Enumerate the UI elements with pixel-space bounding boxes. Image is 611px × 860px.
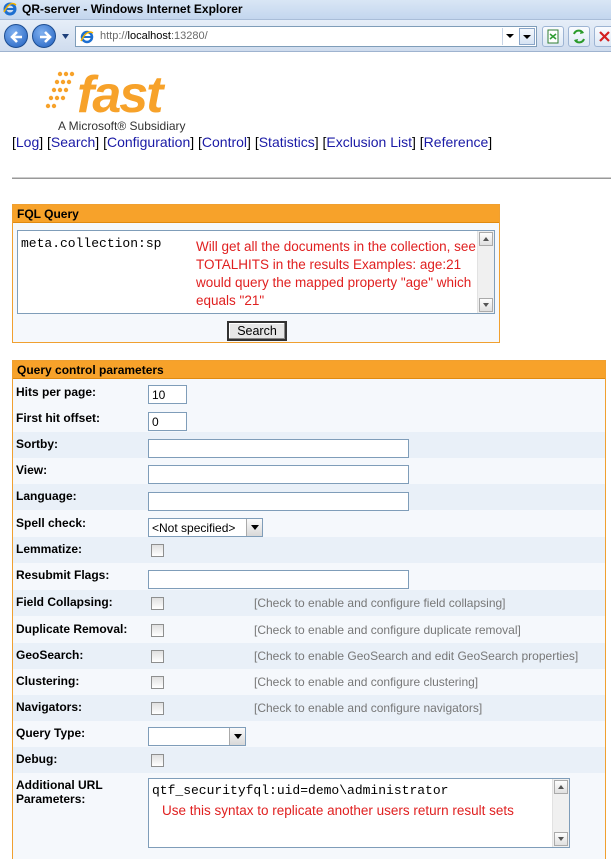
view-input[interactable] xyxy=(148,465,409,484)
fql-query-panel xyxy=(12,204,500,343)
chevron-down-icon[interactable] xyxy=(246,519,262,536)
nav-link-configuration[interactable]: Configuration xyxy=(106,134,191,150)
scroll-up-button[interactable] xyxy=(554,780,568,794)
window-title: QR-server - Windows Internet Explorer xyxy=(22,2,243,16)
row-clustering xyxy=(13,669,605,695)
query-control-header: Query control parameters xyxy=(13,361,605,379)
field-collapsing-checkbox[interactable] xyxy=(151,597,164,610)
resubmit-flags-input[interactable] xyxy=(148,570,409,589)
scroll-down-arrow-icon xyxy=(480,299,492,311)
scroll-up-arrow-icon xyxy=(480,233,492,245)
additional-url-scrollbar[interactable] xyxy=(552,779,569,847)
compatibility-page-icon xyxy=(543,27,563,46)
row-navigators xyxy=(13,695,605,721)
duplicate-removal-label: Duplicate Removal: xyxy=(16,622,128,636)
horizontal-divider xyxy=(12,177,611,179)
ie-logo-icon xyxy=(3,2,17,16)
geosearch-checkbox[interactable] xyxy=(151,650,164,663)
address-url[interactable]: http://localhost:13280/ xyxy=(100,30,208,42)
row-geosearch xyxy=(13,643,605,669)
stop-button[interactable] xyxy=(594,26,611,47)
lemmatize-label: Lemmatize: xyxy=(16,542,83,556)
geosearch-hint: [Check to enable GeoSearch and edit GeoSearch properties] xyxy=(254,649,579,663)
fql-query-textarea[interactable] xyxy=(17,230,495,314)
debug-checkbox[interactable] xyxy=(151,754,164,767)
view-label: View: xyxy=(16,463,48,477)
scroll-down-arrow-icon xyxy=(555,833,567,845)
search-button[interactable]: Search xyxy=(227,321,287,341)
stop-x-icon xyxy=(595,27,611,46)
first-hit-offset-input[interactable]: 0 xyxy=(148,412,187,431)
fql-query-value: meta.collection:sp xyxy=(21,236,162,251)
hits-per-page-input[interactable]: 10 xyxy=(148,385,187,404)
fql-query-header: FQL Query xyxy=(13,205,499,223)
chevron-down-icon xyxy=(520,29,534,44)
fast-wordmark: fast xyxy=(77,66,162,120)
top-navigation: [Log] [Search] [Configuration] [Control] [Statistics] [Exclusion List] [Reference] xyxy=(12,134,493,150)
forward-button[interactable] xyxy=(32,24,56,48)
logo-tagline: A Microsoft® Subsidiary xyxy=(58,119,186,133)
additional-url-annotation: Use this syntax to replicate another users return result sets xyxy=(162,803,514,818)
first-hit-offset-label: First hit offset: xyxy=(16,411,100,425)
fql-scrollbar[interactable] xyxy=(477,231,494,313)
fast-logo xyxy=(45,66,190,132)
nav-link-reference[interactable]: Reference xyxy=(423,134,489,150)
nav-link-search[interactable]: Search xyxy=(50,134,96,150)
geosearch-label: GeoSearch: xyxy=(16,648,84,662)
navigation-bar xyxy=(0,20,611,52)
forward-arrow-icon xyxy=(37,29,53,45)
scroll-down-button[interactable] xyxy=(554,832,568,846)
row-view xyxy=(13,458,605,484)
clustering-hint: [Check to enable and configure clustering] xyxy=(254,675,479,689)
nav-link-control[interactable]: Control xyxy=(201,134,248,150)
chevron-down-icon[interactable] xyxy=(229,728,245,745)
fast-logo-mark xyxy=(45,66,190,120)
sortby-input[interactable] xyxy=(148,439,409,458)
query-control-panel xyxy=(12,360,606,859)
address-bar[interactable] xyxy=(75,26,537,47)
additional-url-label: Additional URL Parameters: xyxy=(16,778,103,806)
row-resubmit-flags xyxy=(13,563,605,589)
scroll-down-button[interactable] xyxy=(479,298,493,312)
query-type-select[interactable] xyxy=(148,727,246,746)
go-button[interactable] xyxy=(519,28,535,45)
chevron-down-icon xyxy=(503,28,517,43)
spell-check-select[interactable] xyxy=(148,518,263,537)
language-input[interactable] xyxy=(148,492,409,511)
additional-url-value: qtf_securityfql:uid=demo\administrator xyxy=(152,783,449,798)
navigators-checkbox[interactable] xyxy=(151,702,164,715)
address-history-dropdown[interactable] xyxy=(502,28,518,45)
scroll-up-button[interactable] xyxy=(479,232,493,246)
clustering-label: Clustering: xyxy=(16,674,80,688)
duplicate-removal-checkbox[interactable] xyxy=(151,624,164,637)
row-field-collapsing xyxy=(13,590,605,616)
spell-check-label: Spell check: xyxy=(16,516,87,530)
additional-url-textarea[interactable] xyxy=(148,778,570,848)
navigators-label: Navigators: xyxy=(16,700,83,714)
spell-check-value: <Not specified> xyxy=(152,521,236,535)
duplicate-removal-hint: [Check to enable and configure duplicate removal] xyxy=(254,623,521,637)
back-arrow-icon xyxy=(9,29,25,45)
row-first-hit-offset xyxy=(13,406,605,432)
debug-label: Debug: xyxy=(16,752,58,766)
field-collapsing-hint: [Check to enable and configure field collapsing] xyxy=(254,596,506,610)
back-button[interactable] xyxy=(4,24,28,48)
hits-per-page-label: Hits per page: xyxy=(16,385,97,399)
compatibility-view-button[interactable] xyxy=(542,26,564,47)
row-language xyxy=(13,484,605,510)
row-spell-check xyxy=(13,511,605,537)
resubmit-flags-label: Resubmit Flags: xyxy=(16,568,110,582)
scroll-up-arrow-icon xyxy=(555,781,567,793)
nav-link-statistics[interactable]: Statistics xyxy=(258,134,315,150)
history-dropdown-icon[interactable] xyxy=(61,32,70,41)
language-label: Language: xyxy=(16,489,77,503)
refresh-button[interactable] xyxy=(568,26,590,47)
window-titlebar xyxy=(0,0,611,20)
field-collapsing-label: Field Collapsing: xyxy=(16,595,113,609)
row-lemmatize xyxy=(13,537,605,563)
clustering-checkbox[interactable] xyxy=(151,676,164,689)
row-debug xyxy=(13,747,605,773)
row-hits-per-page xyxy=(13,380,605,406)
nav-link-log[interactable]: Log xyxy=(15,134,40,150)
row-sortby xyxy=(13,432,605,458)
refresh-icon xyxy=(569,27,589,46)
sortby-label: Sortby: xyxy=(16,437,58,451)
lemmatize-checkbox[interactable] xyxy=(151,544,164,557)
navigators-hint: [Check to enable and configure navigators] xyxy=(254,701,483,715)
row-duplicate-removal xyxy=(13,617,605,643)
page-ie-icon xyxy=(79,29,95,45)
row-query-type xyxy=(13,721,605,747)
fql-annotation: Will get all the documents in the collection, see TOTALHITS in the results Examples: age:21 would query the mapped property "age" which equals "21" xyxy=(196,239,476,308)
nav-link-exclusion-list[interactable]: Exclusion List xyxy=(326,134,412,150)
query-type-label: Query Type: xyxy=(16,726,86,740)
